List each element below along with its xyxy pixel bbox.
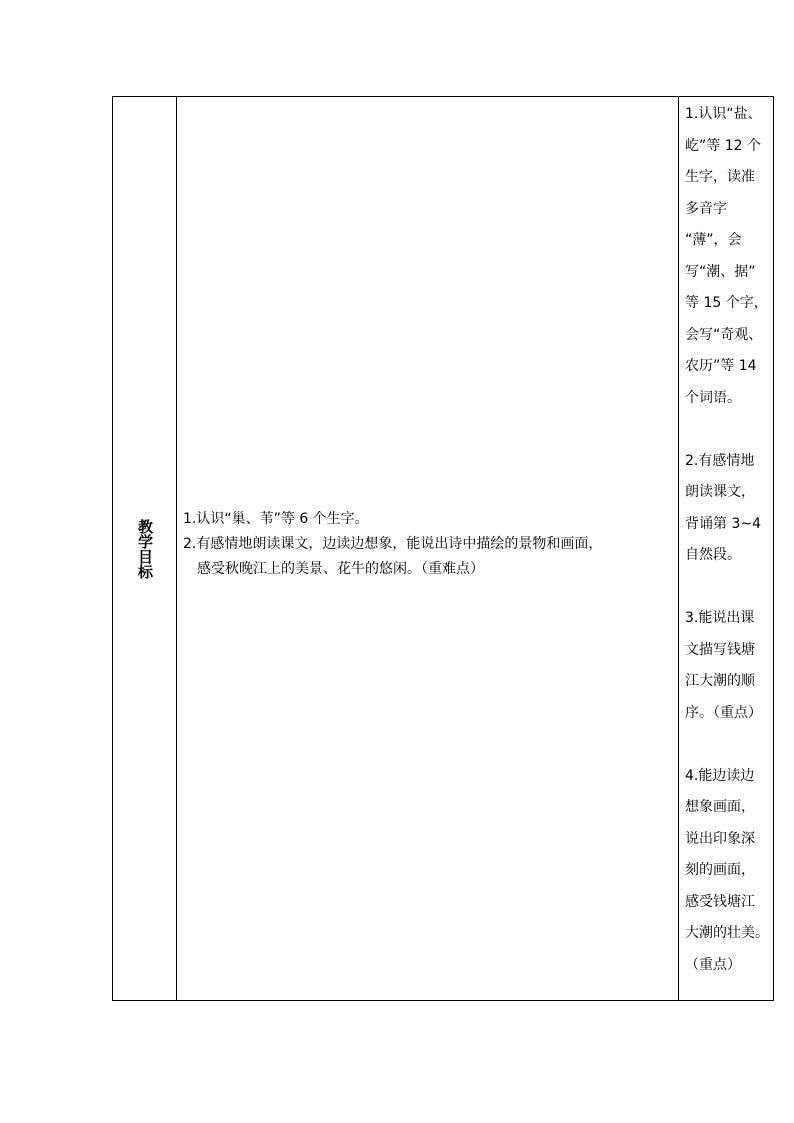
- text-line: 朗读课文，: [685, 484, 755, 500]
- text-line: 生字，读准: [685, 169, 755, 185]
- label-cell: [113, 97, 176, 1000]
- text-line: 江大潮的顺: [685, 673, 755, 689]
- text-line: 说出印象深: [685, 830, 755, 847]
- row-label: 教学目标: [136, 518, 154, 579]
- text-line: 刻的画面，: [685, 862, 755, 878]
- objective-line-1: 1.认识“巢、苇”等 6 个生字。: [183, 511, 369, 527]
- text-line: 等 15 个字，: [685, 295, 768, 311]
- text-line: 背诵第 3~4: [685, 515, 761, 532]
- text-line: “薄”，会: [685, 232, 742, 248]
- middle-cell: [177, 97, 678, 1000]
- right-objective-4: [685, 761, 775, 982]
- middle-objectives: [183, 507, 673, 582]
- text-line: 文描写钱塘: [685, 641, 755, 658]
- right-cell: [679, 97, 773, 1000]
- text-line: 1.认识“盐、: [685, 106, 762, 122]
- right-objective-3: [685, 603, 775, 729]
- text-line: 大潮的壮美。: [685, 925, 769, 941]
- text-line: 想象画面，: [685, 799, 755, 815]
- objectives-table: [112, 96, 774, 1001]
- text-line: 感受钱塘江: [685, 893, 755, 910]
- objective-line-3: 感受秋晚江上的美景、花牛的悠闲。（重难点）: [197, 561, 484, 577]
- text-line: 写“潮、据”: [685, 263, 756, 280]
- text-line: 会写“奇观、: [685, 326, 763, 343]
- text-line: 农历”等 14: [685, 358, 757, 374]
- text-line: 序。（重点）: [685, 704, 762, 721]
- text-line: 2.有感情地: [685, 452, 755, 469]
- text-line: 个词语。: [685, 389, 741, 406]
- text-line: 自然段。: [685, 547, 741, 563]
- text-line: 屹”等 12 个: [685, 137, 761, 154]
- right-objectives: [685, 99, 775, 1013]
- text-line: 3.能说出课: [685, 610, 755, 626]
- text-line: （重点）: [685, 956, 741, 973]
- text-line: 多音字: [685, 200, 727, 217]
- text-line: 4.能边读边: [685, 767, 755, 784]
- right-objective-1: [685, 99, 775, 414]
- right-objective-2: [685, 446, 775, 572]
- objective-line-2: 2.有感情地朗读课文，边读边想象，能说出诗中描绘的景物和画面，: [183, 536, 603, 552]
